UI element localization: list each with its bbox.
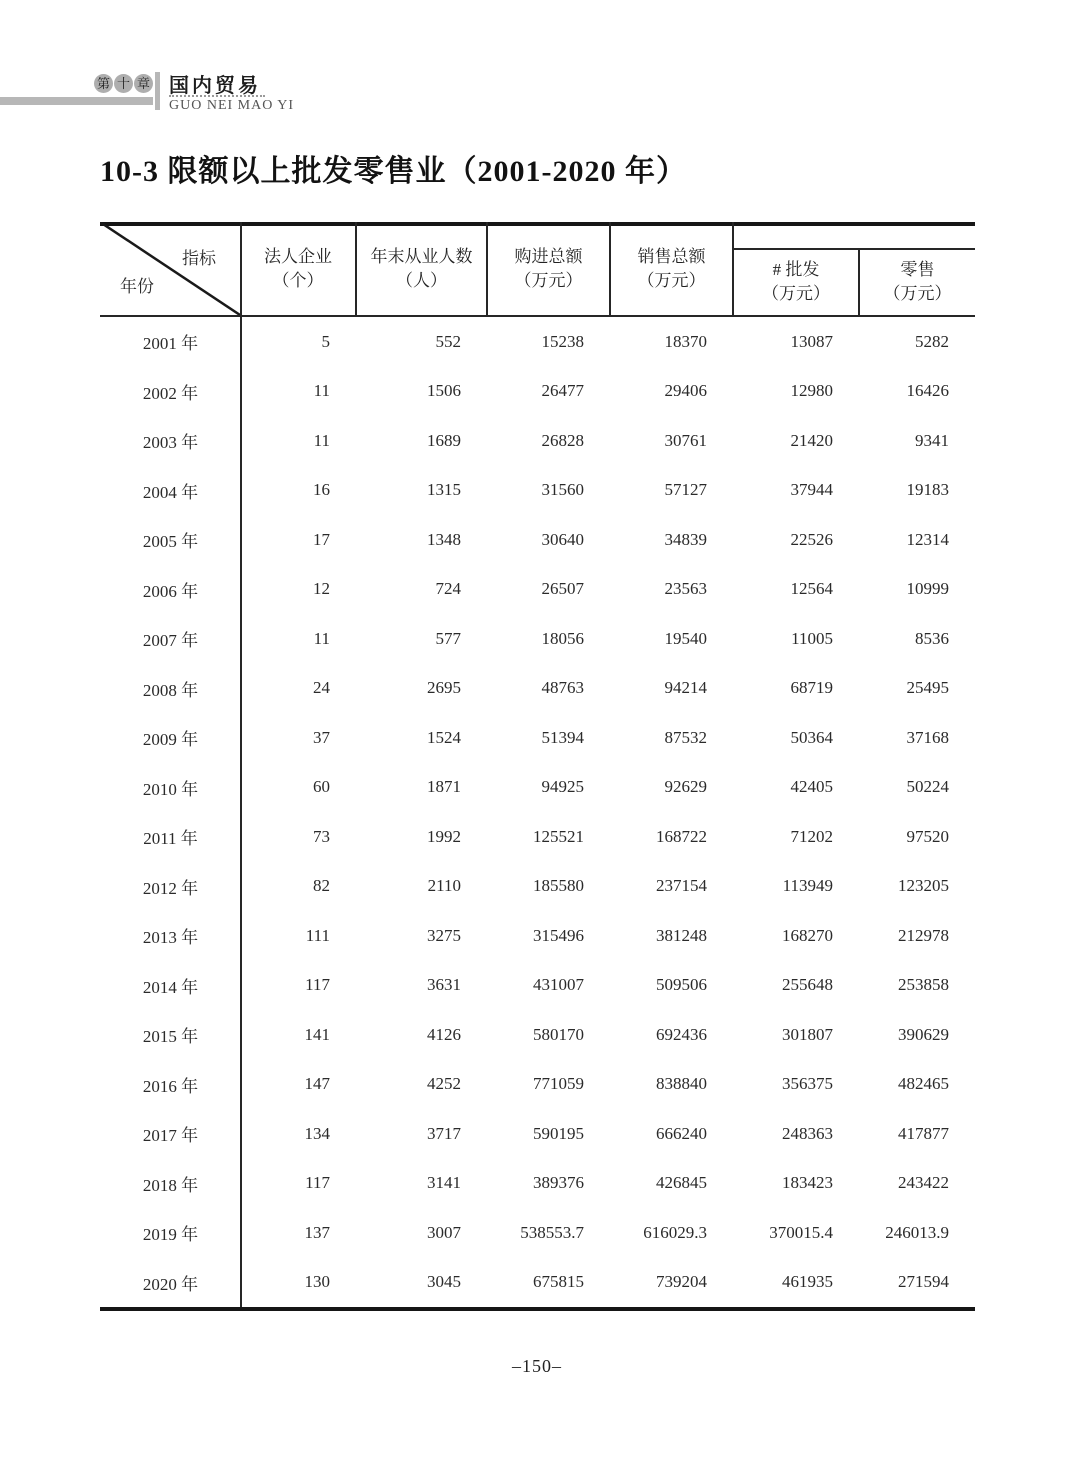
table-row — [100, 1010, 975, 1060]
value-cell: 15238 — [541, 331, 584, 351]
value-cell: 18056 — [541, 628, 584, 648]
value-cell: 3631 — [427, 975, 461, 995]
value-cell: 11 — [313, 430, 330, 450]
value-cell: 426845 — [656, 1173, 707, 1193]
table-row — [100, 862, 975, 912]
section-title: 10-3 限额以上批发零售业（2001-2020 年） — [100, 155, 687, 188]
value-cell: 22526 — [790, 529, 833, 549]
table-row — [100, 713, 975, 763]
value-cell: 1315 — [427, 480, 461, 500]
year-cell: 2005 年 — [142, 532, 199, 552]
year-cell: 2010 年 — [142, 779, 199, 799]
value-cell: 301807 — [782, 1024, 833, 1044]
value-cell: 552 — [435, 331, 461, 351]
value-cell: 60 — [313, 777, 330, 797]
value-cell: 461935 — [782, 1272, 833, 1292]
table-row — [100, 416, 975, 466]
value-cell: 246013.9 — [885, 1222, 949, 1242]
column-unit: （万元） — [762, 283, 830, 303]
chapter-title-dotted-rule — [169, 95, 265, 97]
value-cell: 1348 — [427, 529, 461, 549]
value-cell: 19183 — [906, 480, 949, 500]
value-cell: 168722 — [656, 826, 707, 846]
stat-table — [100, 222, 975, 1311]
value-cell: 482465 — [898, 1074, 949, 1094]
column-unit: （人） — [396, 270, 447, 290]
stub-label-indicator: 指标 — [182, 249, 216, 268]
value-cell: 580170 — [533, 1024, 584, 1044]
year-cell: 2006 年 — [142, 581, 199, 601]
value-cell: 1506 — [427, 381, 461, 401]
year-cell: 2008 年 — [142, 680, 199, 700]
value-cell: 12980 — [790, 381, 833, 401]
value-cell: 237154 — [656, 876, 707, 896]
column-header-sales — [611, 222, 732, 315]
value-cell: 243422 — [898, 1173, 949, 1193]
column-unit: （万元） — [514, 270, 583, 290]
value-cell: 21420 — [790, 430, 833, 450]
value-cell: 23563 — [664, 579, 707, 599]
column-unit: （万元） — [637, 270, 706, 290]
value-cell: 1689 — [427, 430, 461, 450]
value-cell: 1524 — [427, 727, 461, 747]
chapter-header-divider — [155, 72, 160, 110]
table-row — [100, 1208, 975, 1258]
table-row — [100, 466, 975, 516]
value-cell: 17 — [313, 529, 330, 549]
column-name: 年末从业人数 — [370, 246, 473, 266]
value-cell: 42405 — [790, 777, 833, 797]
value-cell: 212978 — [898, 925, 949, 945]
value-cell: 8536 — [915, 628, 949, 648]
value-cell: 315496 — [533, 925, 584, 945]
value-cell: 1992 — [427, 826, 461, 846]
year-cell: 2013 年 — [142, 928, 199, 948]
value-cell: 24 — [313, 678, 330, 698]
value-cell: 9341 — [915, 430, 949, 450]
column-name: 法人企业 — [264, 246, 332, 266]
table-row — [100, 961, 975, 1011]
value-cell: 71202 — [790, 826, 833, 846]
table-row — [100, 1159, 975, 1209]
value-cell: 111 — [305, 925, 330, 945]
value-cell: 692436 — [656, 1024, 707, 1044]
year-cell: 2016 年 — [142, 1076, 199, 1096]
value-cell: 137 — [304, 1222, 330, 1242]
value-cell: 538553.7 — [520, 1222, 584, 1242]
value-cell: 2695 — [427, 678, 461, 698]
year-cell: 2004 年 — [142, 482, 199, 502]
value-cell: 37944 — [790, 480, 833, 500]
value-cell: 92629 — [664, 777, 707, 797]
value-cell: 87532 — [664, 727, 707, 747]
value-cell: 11005 — [791, 628, 833, 648]
year-cell: 2015 年 — [142, 1027, 199, 1047]
value-cell: 117 — [305, 1173, 330, 1193]
table-body — [100, 317, 975, 1307]
diagonal-line-icon — [100, 222, 240, 315]
value-cell: 771059 — [533, 1074, 584, 1094]
value-cell: 3045 — [427, 1272, 461, 1292]
value-cell: 30640 — [541, 529, 584, 549]
value-cell: 31560 — [541, 480, 584, 500]
year-cell: 2019 年 — [142, 1225, 199, 1245]
value-cell: 183423 — [782, 1173, 833, 1193]
value-cell: 5282 — [915, 331, 949, 351]
value-cell: 389376 — [533, 1173, 584, 1193]
chapter-badge-char-icon: 章 — [134, 74, 153, 93]
value-cell: 4252 — [427, 1074, 461, 1094]
value-cell: 185580 — [533, 876, 584, 896]
column-name: # 批发 — [772, 259, 820, 279]
table-row — [100, 1258, 975, 1308]
value-cell: 73 — [313, 826, 330, 846]
diagonal-header-cell — [100, 222, 240, 315]
value-cell: 117 — [305, 975, 330, 995]
year-cell: 2017 年 — [142, 1126, 199, 1146]
value-cell: 356375 — [782, 1074, 833, 1094]
value-cell: 381248 — [656, 925, 707, 945]
value-cell: 147 — [304, 1074, 330, 1094]
value-cell: 509506 — [656, 975, 707, 995]
value-cell: 82 — [313, 876, 330, 896]
value-cell: 3141 — [427, 1173, 461, 1193]
year-cell: 2011 年 — [143, 829, 198, 849]
table-row — [100, 763, 975, 813]
value-cell: 3007 — [427, 1222, 461, 1242]
value-cell: 390629 — [898, 1024, 949, 1044]
value-cell: 37168 — [906, 727, 949, 747]
value-cell: 123205 — [898, 876, 949, 896]
value-cell: 724 — [435, 579, 461, 599]
value-cell: 113949 — [782, 876, 833, 896]
stub-label-year: 年份 — [120, 277, 154, 296]
page-number: –150– — [512, 1356, 562, 1376]
table-row — [100, 317, 975, 367]
value-cell: 134 — [304, 1123, 330, 1143]
value-cell: 11 — [313, 381, 330, 401]
year-cell: 2020 年 — [142, 1274, 199, 1294]
value-cell: 616029.3 — [643, 1222, 707, 1242]
value-cell: 2110 — [427, 876, 461, 896]
value-cell: 37 — [313, 727, 330, 747]
table-row — [100, 614, 975, 664]
chapter-title-pinyin: GUO NEI MAO YI — [169, 98, 295, 113]
value-cell: 51394 — [541, 727, 584, 747]
table-row — [100, 812, 975, 862]
column-header-retail — [860, 248, 975, 315]
table-row — [100, 515, 975, 565]
value-cell: 50364 — [790, 727, 833, 747]
value-cell: 57127 — [664, 480, 707, 500]
chapter-badge — [94, 74, 153, 93]
value-cell: 141 — [304, 1024, 330, 1044]
chapter-badge-char-icon: 十 — [114, 74, 133, 93]
column-name: 购进总额 — [514, 246, 583, 266]
value-cell: 675815 — [533, 1272, 584, 1292]
table-row — [100, 565, 975, 615]
value-cell: 1871 — [427, 777, 461, 797]
value-cell: 94214 — [664, 678, 707, 698]
column-unit: （个） — [272, 270, 324, 290]
column-header-purchases — [488, 222, 609, 315]
table-bottom-border — [100, 1307, 975, 1311]
chapter-title: 国内贸易 — [169, 75, 261, 97]
table-row — [100, 367, 975, 417]
value-cell: 11 — [313, 628, 330, 648]
value-cell: 19540 — [664, 628, 707, 648]
value-cell: 3275 — [427, 925, 461, 945]
table-row — [100, 1060, 975, 1110]
value-cell: 13087 — [790, 331, 833, 351]
value-cell: 12 — [313, 579, 330, 599]
value-cell: 271594 — [898, 1272, 949, 1292]
value-cell: 370015.4 — [769, 1222, 833, 1242]
value-cell: 26477 — [541, 381, 584, 401]
value-cell: 50224 — [906, 777, 949, 797]
column-header-legal-entities — [241, 222, 355, 315]
value-cell: 248363 — [782, 1123, 833, 1143]
chapter-badge-char-icon: 第 — [94, 74, 113, 93]
value-cell: 130 — [304, 1272, 330, 1292]
table-row — [100, 664, 975, 714]
value-cell: 255648 — [782, 975, 833, 995]
value-cell: 26507 — [541, 579, 584, 599]
value-cell: 666240 — [656, 1123, 707, 1143]
column-name: 零售 — [900, 259, 935, 279]
year-cell: 2003 年 — [142, 433, 199, 453]
table-row — [100, 911, 975, 961]
value-cell: 68719 — [790, 678, 833, 698]
value-cell: 10999 — [906, 579, 949, 599]
value-cell: 16 — [313, 480, 330, 500]
value-cell: 4126 — [427, 1024, 461, 1044]
value-cell: 125521 — [533, 826, 584, 846]
value-cell: 3717 — [427, 1123, 461, 1143]
year-cell: 2018 年 — [142, 1175, 199, 1195]
year-cell: 2002 年 — [142, 383, 199, 403]
table-row — [100, 1109, 975, 1159]
column-name: 销售总额 — [637, 246, 706, 266]
year-cell: 2001 年 — [142, 334, 199, 354]
column-header-employees — [357, 222, 486, 315]
value-cell: 25495 — [906, 678, 949, 698]
value-cell: 168270 — [782, 925, 833, 945]
value-cell: 739204 — [656, 1272, 707, 1292]
value-cell: 253858 — [898, 975, 949, 995]
year-cell: 2009 年 — [142, 730, 199, 750]
value-cell: 26828 — [541, 430, 584, 450]
column-header-wholesale — [734, 248, 858, 315]
value-cell: 431007 — [533, 975, 584, 995]
value-cell: 838840 — [656, 1074, 707, 1094]
column-unit: （万元） — [883, 283, 952, 303]
value-cell: 48763 — [541, 678, 584, 698]
value-cell: 34839 — [664, 529, 707, 549]
value-cell: 577 — [435, 628, 461, 648]
value-cell: 97520 — [906, 826, 949, 846]
value-cell: 29406 — [664, 381, 707, 401]
value-cell: 30761 — [664, 430, 707, 450]
year-cell: 2014 年 — [142, 977, 199, 997]
value-cell: 417877 — [898, 1123, 949, 1143]
value-cell: 5 — [321, 331, 330, 351]
value-cell: 94925 — [541, 777, 584, 797]
value-cell: 18370 — [664, 331, 707, 351]
year-cell: 2007 年 — [142, 631, 199, 651]
value-cell: 12314 — [906, 529, 949, 549]
value-cell: 16426 — [906, 381, 949, 401]
year-cell: 2012 年 — [142, 878, 199, 898]
chapter-header-bar — [0, 97, 153, 105]
value-cell: 12564 — [790, 579, 833, 599]
value-cell: 590195 — [533, 1123, 584, 1143]
